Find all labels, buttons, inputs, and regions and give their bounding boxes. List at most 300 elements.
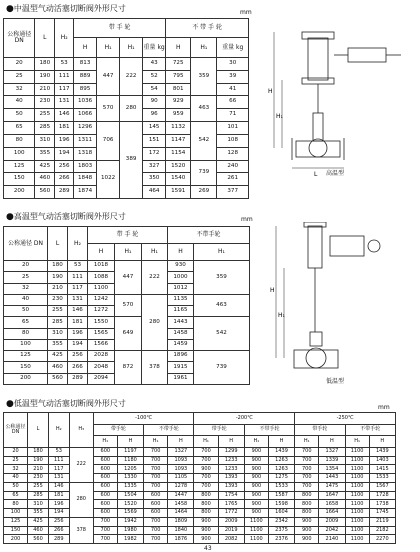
table-cell: 1100 [345, 447, 369, 456]
table-cell: 1982 [117, 535, 143, 544]
table-cell: 800 [194, 491, 218, 500]
col-nominal: 公称通径 DN [4, 413, 28, 448]
table-cell: 172 [143, 147, 166, 160]
table-cell: 1263 [268, 465, 294, 474]
table-row [4, 447, 396, 456]
table-cell: 600 [93, 447, 117, 456]
table-cell: 900 [244, 482, 268, 491]
table-cell: 108 [217, 134, 249, 147]
col-with-wheel: 带 手 轮 [88, 227, 168, 244]
col-t250: -250℃ [295, 413, 396, 425]
table-cell: 20 [4, 57, 35, 70]
table-cell: 65 [4, 317, 48, 328]
table-cell: 700 [93, 526, 117, 535]
table-cell: 739 [194, 351, 250, 385]
table-cell: 150 [4, 173, 35, 186]
table-cell: 210 [35, 83, 55, 96]
table-cell: 190 [28, 456, 49, 465]
table-cell: 1100 [345, 535, 369, 544]
table-cell: 117 [48, 465, 69, 474]
table-cell: 900 [244, 491, 268, 500]
table-cell: 111 [55, 70, 74, 83]
dim-h1: H₁ [278, 312, 285, 319]
table-cell: 900 [244, 500, 268, 509]
table-cell: 1093 [168, 456, 194, 465]
table-cell: 1147 [166, 134, 191, 147]
table-cell: 813 [74, 57, 97, 70]
col-l: L [35, 19, 55, 58]
table-cell: 1738 [369, 500, 395, 509]
table-cell: 900 [244, 447, 268, 456]
table-cell: 900 [295, 526, 319, 535]
table-cell: 131 [48, 474, 69, 483]
section3-title: ●低温型气动活塞切断阀外形尺寸 [6, 399, 126, 409]
table-cell: 1803 [74, 160, 97, 173]
table-cell: 1728 [369, 491, 395, 500]
table-cell: 800 [295, 509, 319, 518]
table-cell: 200 [4, 373, 48, 384]
table-cell: 80 [4, 328, 48, 339]
table-cell: 200 [4, 186, 35, 199]
col-h1-nw: H₁ [191, 38, 217, 57]
table-cell: 2009 [218, 517, 244, 526]
col-h1: H₁ [97, 38, 120, 57]
table-cell: 196 [55, 134, 74, 147]
table-cell: 1093 [168, 465, 194, 474]
table-cell: 222 [69, 447, 93, 482]
table-cell: 1874 [74, 186, 97, 199]
table-cell: 1840 [168, 526, 194, 535]
table-cell: 2342 [268, 517, 294, 526]
table-cell: 80 [4, 134, 35, 147]
table-cell: 1566 [88, 339, 115, 350]
table-cell: 600 [144, 491, 168, 500]
table-cell: 1100 [345, 526, 369, 535]
table-cell: 210 [48, 283, 68, 294]
table-row [4, 482, 396, 491]
table-cell: 1100 [345, 517, 369, 526]
table-cell: 53 [55, 57, 74, 70]
table-cell: 1664 [319, 509, 345, 518]
table-cell: 1533 [268, 482, 294, 491]
table-row [4, 517, 396, 526]
table-cell: 1132 [166, 122, 191, 135]
table-cell: 131 [68, 294, 88, 305]
table-row [4, 526, 396, 535]
table-cell: 111 [68, 272, 88, 283]
table-cell: 269 [191, 186, 217, 199]
table-cell: 1591 [166, 186, 191, 199]
table-cell: 2048 [88, 362, 115, 373]
table-cell: 2140 [319, 535, 345, 544]
table-cell: 800 [295, 500, 319, 509]
sub-h: H [268, 436, 294, 448]
table-cell: 280 [120, 96, 143, 122]
col-h2: H₂ [68, 227, 88, 261]
table-cell: 1339 [319, 456, 345, 465]
table-cell: 795 [166, 70, 191, 83]
sub-h1: H₁ [144, 436, 168, 448]
table-cell: 1100 [244, 526, 268, 535]
table-cell: 1765 [218, 500, 244, 509]
col-l: L [28, 413, 49, 448]
table-row [4, 509, 396, 518]
table-cell: 180 [48, 261, 68, 272]
table-cell: 230 [48, 294, 68, 305]
table-cell: 1088 [88, 272, 115, 283]
table-cell: 1311 [74, 134, 97, 147]
table-cell: 65 [4, 122, 35, 135]
table-cell: 150 [4, 526, 28, 535]
table-cell: 1018 [88, 261, 115, 272]
table-cell: 194 [68, 339, 88, 350]
table-cell: 929 [166, 96, 191, 109]
col-t200-without: 不带手轮 [244, 424, 294, 436]
table-cell: 111 [48, 456, 69, 465]
table-cell: 230 [35, 96, 55, 109]
table-cell: 700 [144, 482, 168, 491]
table-cell: 2182 [369, 526, 395, 535]
table-cell: 289 [48, 535, 69, 544]
table-cell: 146 [55, 109, 74, 122]
sub-h: H [117, 436, 143, 448]
table-cell: 2270 [369, 535, 395, 544]
table-cell: 700 [144, 465, 168, 474]
table-cell: 700 [144, 526, 168, 535]
table-cell: 725 [166, 57, 191, 70]
table-cell: 1896 [168, 351, 194, 362]
table-cell: 1658 [319, 500, 345, 509]
table-cell: 1036 [74, 96, 97, 109]
table-row [4, 491, 396, 500]
table-cell: 700 [194, 447, 218, 456]
table-cell: 700 [144, 474, 168, 483]
table-cell: 359 [194, 261, 250, 295]
table-cell: 542 [191, 122, 217, 160]
table-cell: 289 [55, 186, 74, 199]
table-cell: 1809 [168, 517, 194, 526]
dim-h1: H₁ [276, 113, 283, 120]
table-cell: 359 [191, 57, 217, 95]
table-cell: 706 [97, 122, 120, 160]
table-cell: 240 [217, 160, 249, 173]
table-cell: 570 [97, 96, 120, 122]
table-cell: 377 [217, 186, 249, 199]
col-t100-with: 带手轮 [93, 424, 143, 436]
col-weight-nw: 重量 kg [217, 38, 249, 57]
table-cell: 53 [68, 261, 88, 272]
table-cell: 1565 [88, 328, 115, 339]
table-cell: 96 [143, 109, 166, 122]
table-cell: 1504 [117, 491, 143, 500]
table-cell: 2019 [218, 526, 244, 535]
table-cell: 700 [144, 535, 168, 544]
col-with-wheel: 带 手 轮 [74, 19, 166, 38]
table-cell: 256 [48, 517, 69, 526]
table-cell: 1233 [218, 456, 244, 465]
table-cell: 1278 [168, 482, 194, 491]
table-cell: 1942 [117, 517, 143, 526]
table-cell: 280 [142, 294, 168, 350]
table-cell: 700 [93, 535, 117, 544]
table-cell: 600 [93, 465, 117, 474]
table-cell: 50 [4, 306, 48, 317]
table-cell: 1100 [244, 535, 268, 544]
table-cell: 1318 [74, 147, 97, 160]
section3-unit: mm [378, 404, 390, 411]
table-cell: 460 [28, 526, 49, 535]
table-cell: 196 [48, 500, 69, 509]
table-cell: 125 [4, 351, 48, 362]
table-cell: 1458 [168, 500, 194, 509]
table-cell: 101 [217, 122, 249, 135]
handwheel [348, 48, 386, 62]
table-cell: 600 [93, 509, 117, 518]
table-cell: 1100 [244, 517, 268, 526]
table-cell: 151 [143, 134, 166, 147]
table-cell: 1327 [319, 447, 345, 456]
table-cell: 350 [143, 173, 166, 186]
col-l: L [48, 227, 68, 261]
table-cell: 256 [55, 160, 74, 173]
table-cell: 700 [144, 517, 168, 526]
col-t100-without: 不带手轮 [144, 424, 194, 436]
table-cell: 889 [74, 70, 97, 83]
table-cell: 600 [144, 509, 168, 518]
table-cell: 1000 [168, 272, 194, 283]
table-cell: 32 [4, 83, 35, 96]
actuator-cylinder [308, 226, 322, 268]
dim-l: L [314, 171, 318, 178]
table-cell: 190 [35, 70, 55, 83]
table-cell: 1022 [97, 160, 120, 198]
table-cell: 1393 [218, 474, 244, 483]
table-cell: 181 [48, 491, 69, 500]
table-cell: 54 [143, 83, 166, 96]
table-cell: 1335 [117, 482, 143, 491]
table-cell: 1299 [218, 447, 244, 456]
table-cell: 1012 [168, 283, 194, 294]
table-cell: 150 [4, 362, 48, 373]
table-cell: 1459 [168, 339, 194, 350]
table-cell: 25 [4, 70, 35, 83]
col-h-nw: H [166, 38, 191, 57]
table-cell: 52 [143, 70, 166, 83]
col-h-nw: H [168, 244, 194, 261]
table-cell: 600 [93, 491, 117, 500]
col-nominal: 公称通径 DN [4, 19, 35, 58]
table-cell: 560 [35, 186, 55, 199]
table-cell: 80 [4, 500, 28, 509]
table-cell: 900 [194, 465, 218, 474]
table-cell: 1772 [218, 509, 244, 518]
col-weight: 重量 kg [143, 38, 166, 57]
table-cell: 1980 [117, 526, 143, 535]
col-h1: H₁ [115, 244, 142, 261]
table-cell: 40 [4, 474, 28, 483]
table-row [4, 57, 249, 70]
table-cell: 194 [48, 509, 69, 518]
actuator-cylinder [308, 38, 328, 80]
table-cell: 71 [217, 109, 249, 122]
table-cell: 560 [28, 535, 49, 544]
table-cell: 900 [244, 474, 268, 483]
drawing1-caption: 高温型 [326, 170, 345, 177]
table-cell: 1180 [117, 456, 143, 465]
table-cell: 2028 [88, 351, 115, 362]
table-cell: 1754 [218, 491, 244, 500]
table-cell: 1848 [74, 173, 97, 186]
table-cell: 25 [4, 272, 48, 283]
table-cell: 266 [48, 526, 69, 535]
sub-h1: H₁ [345, 436, 369, 448]
table-row [4, 351, 250, 362]
table-cell: 1066 [74, 109, 97, 122]
col-h: H [88, 244, 115, 261]
table-cell: 100 [4, 339, 48, 350]
table-cell: 959 [166, 109, 191, 122]
table-cell: 2376 [268, 535, 294, 544]
table-cell: 1464 [168, 509, 194, 518]
table-cell: 739 [191, 160, 217, 186]
table-cell: 146 [48, 482, 69, 491]
dim-h: H [270, 287, 275, 294]
table-cell: 649 [115, 317, 142, 351]
table-cell: 1197 [117, 447, 143, 456]
table-cell: 180 [35, 57, 55, 70]
table-cell: 289 [68, 373, 88, 384]
col-without-wheel: 不 带 手 轮 [166, 19, 249, 38]
table-cell: 1403 [369, 456, 395, 465]
table-cell: 378 [142, 351, 168, 385]
valve-drawing-medium-temp [266, 18, 416, 183]
col-h: H [74, 38, 97, 57]
table-cell: 1533 [369, 474, 395, 483]
table-cell: 1100 [345, 509, 369, 518]
table-cell: 1100 [345, 491, 369, 500]
table-row [4, 317, 250, 328]
table-cell: 700 [144, 456, 168, 465]
table-row [4, 500, 396, 509]
table-cell: 425 [28, 517, 49, 526]
table-cell: 261 [217, 173, 249, 186]
table-cell: 285 [28, 491, 49, 500]
section1-table [3, 18, 249, 199]
table-cell: 900 [194, 526, 218, 535]
sub-h1: H₁ [295, 436, 319, 448]
table-cell: 41 [217, 83, 249, 96]
table-cell: 700 [93, 517, 117, 526]
table-cell: 463 [191, 96, 217, 122]
table-cell: 50 [4, 482, 28, 491]
table-cell: 2042 [319, 526, 345, 535]
table-cell: 266 [55, 173, 74, 186]
table-cell: 700 [144, 447, 168, 456]
col-h2: H₂ [55, 19, 74, 58]
table-cell: 1327 [168, 447, 194, 456]
table-cell: 1272 [88, 306, 115, 317]
table-row [4, 96, 249, 109]
table-cell: 1415 [369, 465, 395, 474]
table-cell: 255 [48, 306, 68, 317]
table-cell: 200 [4, 535, 28, 544]
table-cell: 355 [48, 339, 68, 350]
table-cell: 180 [28, 447, 49, 456]
table-cell: 600 [93, 474, 117, 483]
valve-drawing-high-temp [266, 222, 416, 387]
table-cell: 900 [244, 465, 268, 474]
handwheel-housing [330, 236, 364, 256]
table-cell: 560 [48, 373, 68, 384]
table-cell: 700 [295, 456, 319, 465]
table-cell: 2009 [319, 517, 345, 526]
table-cell: 1745 [369, 509, 395, 518]
table-cell: 1233 [218, 465, 244, 474]
section1-title: ●中温型气动活塞切断阀外形尺寸 [6, 4, 126, 14]
sub-h: H [369, 436, 395, 448]
table-cell: 1242 [88, 294, 115, 305]
table-cell: 190 [48, 272, 68, 283]
col-h1b: H₁ [142, 244, 168, 261]
table-cell: 181 [68, 317, 88, 328]
table-cell: 210 [28, 465, 49, 474]
col-h1b: H₁ [120, 38, 143, 57]
table-cell: 900 [194, 535, 218, 544]
table-cell: 40 [4, 96, 35, 109]
table-cell: 1330 [117, 474, 143, 483]
table-cell: 50 [4, 109, 35, 122]
table-cell: 146 [68, 306, 88, 317]
table-cell: 425 [35, 160, 55, 173]
table-cell: 801 [166, 83, 191, 96]
table-cell: 1275 [268, 474, 294, 483]
section2-title: ●高温型气动活塞切断阀外形尺寸 [6, 212, 126, 222]
table-cell: 542 [194, 317, 250, 351]
table-cell: 39 [217, 70, 249, 83]
table-cell: 1443 [319, 474, 345, 483]
table-cell: 255 [28, 482, 49, 491]
table-cell: 1154 [166, 147, 191, 160]
table-cell: 1458 [168, 328, 194, 339]
drawing2-caption: 低温型 [326, 378, 345, 385]
table-cell: 900 [194, 517, 218, 526]
table-cell: 600 [93, 456, 117, 465]
table-cell: 900 [244, 509, 268, 518]
col-h2: H₂ [48, 413, 69, 448]
table-cell: 66 [217, 96, 249, 109]
table-cell: 255 [35, 109, 55, 122]
table-cell: 310 [28, 500, 49, 509]
table-cell: 1296 [74, 122, 97, 135]
col-t200-with: 带手轮 [194, 424, 244, 436]
table-cell: 447 [115, 261, 142, 295]
table-cell: 128 [217, 147, 249, 160]
sub-h1: H₁ [194, 436, 218, 448]
table-cell: 20 [4, 447, 28, 456]
sub-h: H [218, 436, 244, 448]
table-cell: 1567 [369, 482, 395, 491]
table-cell: 930 [168, 261, 194, 272]
table-cell: 310 [35, 134, 55, 147]
table-cell: 463 [194, 294, 250, 317]
col-h1-nw: H₁ [194, 244, 250, 261]
table-cell: 800 [194, 500, 218, 509]
table-cell: 181 [55, 122, 74, 135]
table-cell: 800 [295, 491, 319, 500]
sub-h1: H₁ [93, 436, 117, 448]
table-cell: 1105 [168, 474, 194, 483]
table-row [4, 261, 250, 272]
